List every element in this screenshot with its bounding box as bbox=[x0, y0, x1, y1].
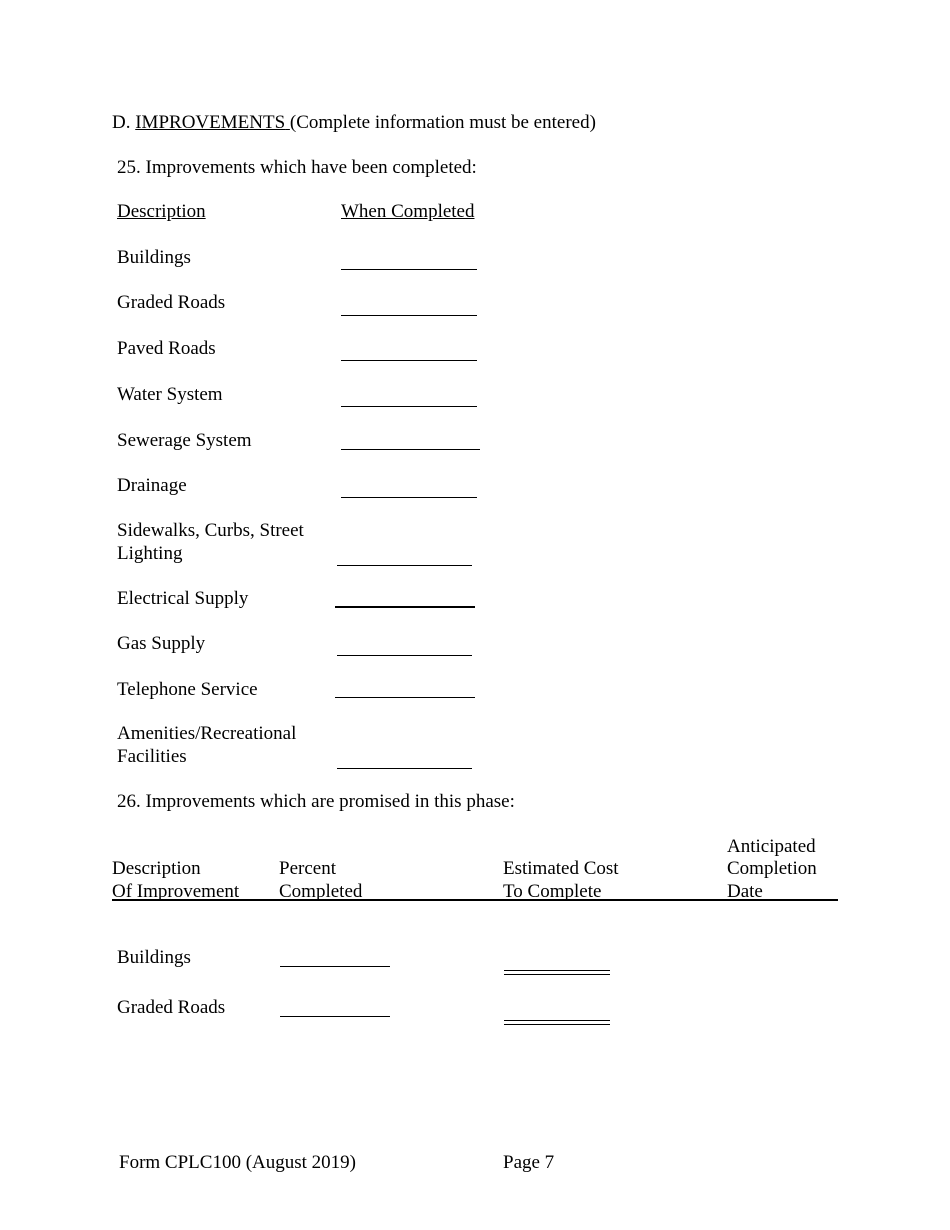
item-label: Lighting bbox=[117, 543, 183, 564]
when-completed-blank[interactable] bbox=[337, 565, 472, 566]
header-date: Date bbox=[727, 881, 763, 902]
item-label: Sidewalks, Curbs, Street bbox=[117, 520, 304, 541]
item-label: Paved Roads bbox=[117, 338, 216, 359]
question-25: 25. Improvements which have been completed: bbox=[117, 157, 477, 178]
item-label: Water System bbox=[117, 384, 223, 405]
estimated-cost-blank[interactable] bbox=[504, 970, 610, 975]
header-rule bbox=[112, 899, 838, 901]
item-label: Buildings bbox=[117, 247, 191, 268]
when-completed-blank[interactable] bbox=[335, 606, 475, 608]
item-label: Sewerage System bbox=[117, 430, 252, 451]
item-label: Telephone Service bbox=[117, 679, 258, 700]
when-completed-blank[interactable] bbox=[337, 655, 472, 656]
percent-completed-blank[interactable] bbox=[280, 966, 390, 967]
col-when-completed: When Completed bbox=[341, 201, 475, 222]
section-title: IMPROVEMENTS bbox=[135, 112, 286, 133]
item-label: Buildings bbox=[117, 947, 191, 968]
item-label: Facilities bbox=[117, 746, 187, 767]
when-completed-blank[interactable] bbox=[341, 449, 480, 450]
header-cost: To Complete bbox=[503, 881, 602, 902]
header-description: Description bbox=[112, 858, 201, 879]
header-cost: Estimated Cost bbox=[503, 858, 619, 879]
footer-page-number: Page 7 bbox=[503, 1152, 555, 1173]
item-label: Graded Roads bbox=[117, 292, 226, 313]
when-completed-blank[interactable] bbox=[341, 360, 477, 361]
when-completed-blank[interactable] bbox=[341, 497, 477, 498]
header-percent: Completed bbox=[279, 881, 363, 902]
header-date: Anticipated bbox=[727, 836, 816, 857]
item-label: Drainage bbox=[117, 475, 187, 496]
header-percent: Percent bbox=[279, 858, 336, 879]
when-completed-blank[interactable] bbox=[335, 697, 475, 698]
when-completed-blank[interactable] bbox=[341, 269, 477, 270]
footer-form: Form CPLC100 (August 2019) bbox=[119, 1152, 356, 1173]
question-26: 26. Improvements which are promised in this phase: bbox=[117, 791, 515, 812]
section-heading bbox=[112, 111, 596, 134]
header-description: Of Improvement bbox=[112, 881, 240, 902]
item-label: Amenities/Recreational bbox=[117, 723, 297, 744]
estimated-cost-blank[interactable] bbox=[504, 1020, 610, 1025]
item-label: Gas Supply bbox=[117, 633, 206, 654]
when-completed-blank[interactable] bbox=[337, 768, 472, 769]
header-date: Completion bbox=[727, 858, 817, 879]
section-letter: D. bbox=[112, 112, 131, 133]
when-completed-blank[interactable] bbox=[341, 406, 477, 407]
item-label: Electrical Supply bbox=[117, 588, 249, 609]
item-label: Graded Roads bbox=[117, 997, 226, 1018]
section-note: (Complete information must be entered) bbox=[289, 112, 596, 133]
col-description: Description bbox=[117, 201, 206, 222]
when-completed-blank[interactable] bbox=[341, 315, 477, 316]
percent-completed-blank[interactable] bbox=[280, 1016, 390, 1017]
